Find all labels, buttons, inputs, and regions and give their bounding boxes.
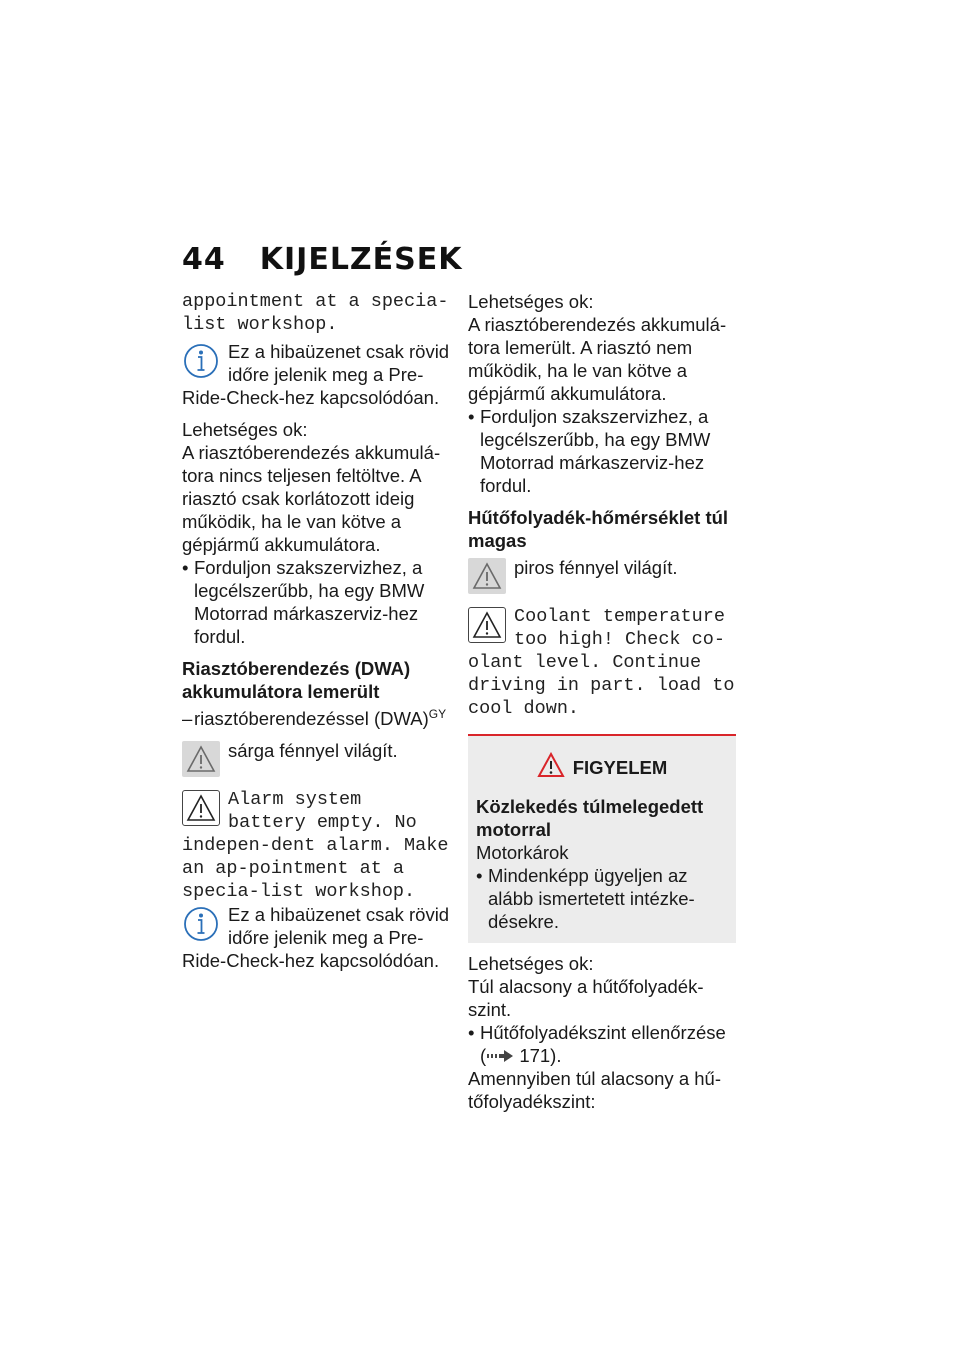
light-status: sárga fénnyel világít. [228,740,398,762]
arrow-reference-icon [486,1045,514,1066]
info-text: Ez a hibaüzenet csak rövid időre jelenik meg a Pre-Ride-Check-hez kapcsolódóan. [182,341,450,408]
page-reference: ( 171). [480,1045,562,1066]
bullet-text: Forduljon szakszervizhez, a legcélszerűbb, ha egy BMW Motorrad márkaszerviz-hez fordul. [480,406,711,496]
info-note [182,340,450,409]
right-column [468,290,736,1113]
country-code: GY [428,707,447,721]
left-column [182,290,450,972]
warning-triangle-icon [182,790,220,826]
display-message-row [468,605,736,720]
section-heading: Hűtőfolyadék-hőmérséklet túl magas [468,507,729,551]
cause-text: Túl alacsony a hűtőfolyadék-szint. [468,976,704,1020]
cause-label: Lehetséges ok: [182,419,308,440]
page-reference-number: 171). [519,1045,562,1066]
page-number: 44 [182,242,226,277]
warning-triangle-icon [468,558,506,594]
attention-consequence: Motorkárok [476,842,569,863]
attention-bullet-text: Mindenképp ügyeljen az alább ismertetett intézke-désekre. [488,865,695,932]
bullet-item: • Forduljon szakszervizhez, a legcélszerűbb, ha egy BMW Motorrad márkaszerviz-hez fordul. [182,557,425,647]
bullet-item: • Forduljon szakszervizhez, a legcélszerűbb, ha egy BMW Motorrad márkaszerviz-hez fordul. [468,406,711,496]
attention-box [468,734,736,943]
display-message-row [182,788,450,903]
dash-text: riasztóberendezéssel (DWA) [194,708,429,730]
dash-item: –riasztóberendezéssel (DWA)$^{GY}$ [182,707,447,730]
warning-triangle-icon [537,752,565,783]
bullet-text: Forduljon szakszervizhez, a legcélszerűbb, ha egy BMW Motorrad márkaszerviz-hez fordul. [194,557,425,647]
info-note [182,903,450,972]
page-header [182,242,463,277]
light-status: piros fénnyel világít. [514,557,678,578]
indicator-light-row [468,556,736,596]
display-message: Alarm system battery empty. No indepen-dent alarm. Make an ap-pointment at a specia-list workshop. [182,789,449,903]
info-icon [182,905,220,943]
info-icon [182,342,220,380]
attention-title: FIGYELEM [572,757,668,778]
warning-triangle-icon [468,607,506,643]
display-message-continued: appointment at a specia- list workshop. [182,291,449,335]
cause-text: A riasztóberendezés akkumulá-tora nincs teljesen feltöltve. A riasztó csak korlátozott ideig működik, ha le van kötve a gépjármű akkumulátora. [182,442,441,555]
cause-label: Lehetséges ok: [468,291,594,312]
warning-triangle-icon [182,741,220,777]
info-text: Ez a hibaüzenet csak rövid időre jelenik meg a Pre-Ride-Check-hez kapcsolódóan. [182,904,450,972]
bullet-text: Hűtőfolyadékszint ellenőrzése [480,1022,726,1043]
cause-label: Lehetséges ok: [468,953,594,974]
attention-bullet: • Mindenképp ügyeljen az alább ismertetett intézke-désekre. [476,865,695,932]
bullet-item: • Hűtőfolyadékszint ellenőrzése [468,1022,726,1043]
final-text: Amennyiben túl alacsony a hű-tőfolyadékszint: [468,1068,721,1112]
attention-title-row [476,752,728,783]
section-heading: Riasztóberendezés (DWA) akkumulátora lemerült [182,658,411,702]
cause-text: A riasztóberendezés akkumulá-tora lemerült. A riasztó nem működik, ha le van kötve a gépjármű akkumulátora. [468,314,727,404]
indicator-light-row [182,739,450,779]
chapter-title: KIJELZÉSEK [259,242,463,277]
display-message: Coolant temperature too high! Check co-olant level. Continue driving in part. load to cool down. [468,606,735,719]
attention-subtitle: Közlekedés túlmelegedett motorral [476,796,704,840]
